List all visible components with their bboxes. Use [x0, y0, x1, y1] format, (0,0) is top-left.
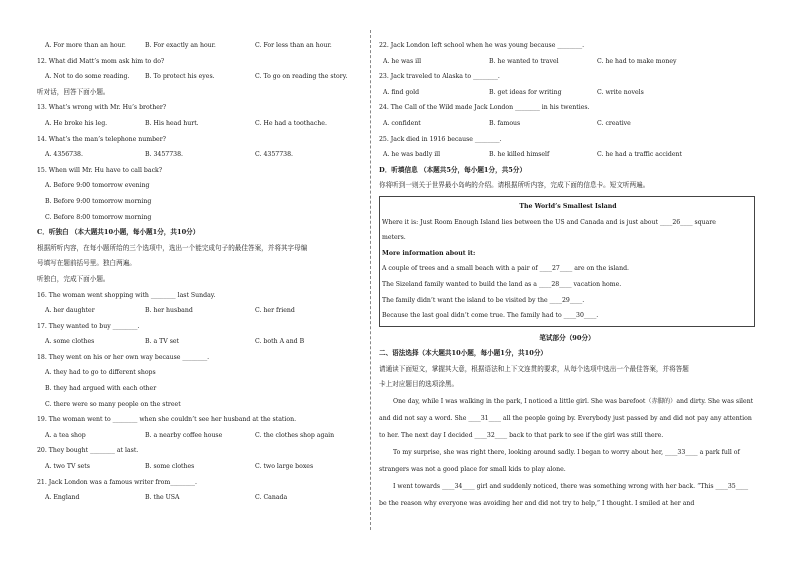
question-text: 13. What’s wrong with Mr. Hu’s brother?: [37, 104, 167, 112]
option-c: C. he had to make money: [597, 57, 677, 65]
answer-options-row: [379, 147, 755, 163]
info-card-line: Because the last goal didn’t come true. The family had to ____30____.: [382, 312, 599, 320]
answer-options-row: [37, 428, 357, 444]
answer-option: A. Before 9:00 tomorrow evening: [45, 182, 150, 190]
question-text: 25. Jack died in 1916 because ________.: [379, 135, 502, 143]
info-card-line: meters.: [382, 234, 406, 242]
question-text: 22. Jack London left school when he was young because ________.: [379, 42, 585, 49]
answer-option: C. Before 8:00 tomorrow morning: [45, 213, 152, 221]
option-b: B. To protect his eyes.: [145, 73, 215, 81]
option-b: B. a TV set: [145, 338, 180, 346]
question-text: 15. When will Mr. Hu have to call back?: [37, 166, 163, 174]
answer-option: C. there were so many people on the street: [45, 400, 181, 408]
option-a: A. For more than an hour.: [45, 42, 126, 49]
left-column: [37, 38, 357, 506]
question-text: 21. Jack London was a famous writer from________.: [37, 478, 197, 486]
listening-questions-22-25: [379, 38, 755, 194]
option-c: C. two large boxes: [255, 463, 314, 471]
option-b: B. famous: [489, 119, 521, 127]
section-heading: C．听独白 （本大题共10小题，每小题1分，共10分）: [37, 228, 200, 237]
info-card-line: Where it is: Just Room Enough Island lies between the US and Canada and is just about ____26____ square: [382, 218, 716, 226]
option-b: B. some clothes: [145, 463, 195, 471]
info-card-title: The World’s Smallest Island: [519, 202, 617, 210]
info-card-line: The Sizeland family wanted to build the land as a ____28____ vacation home.: [382, 280, 622, 288]
question-text: 14. What’s the man’s telephone number?: [37, 135, 166, 143]
answer-options-row: [37, 459, 357, 475]
question-text: 23. Jack traveled to Alaska to ________.: [379, 73, 500, 81]
option-a: A. 4356738.: [45, 151, 83, 159]
option-c: C. the clothes shop again: [255, 431, 335, 439]
answer-options-row: [379, 54, 755, 70]
instruction-text: 根据所听内容，在每小题所给的三个选项中，选出一个能完成句子的最佳答案，并将其字母编: [37, 243, 308, 252]
option-b: B. the USA: [145, 494, 180, 502]
question-text: 20. They bought ________ at last.: [37, 447, 139, 455]
question-text: 12. What did Matt’s mom ask him to do?: [37, 57, 165, 65]
info-card-line: A couple of trees and a small beach with a pair of ____27____ are on the island.: [382, 265, 629, 273]
question-text: 19. The woman went to ________ when she couldn’t see her husband at the station.: [37, 416, 297, 424]
instruction-text: 听对话，回答下面小题。: [37, 87, 110, 96]
option-b: B. get ideas for writing: [489, 88, 562, 96]
info-card-line: The family didn’t want the island to be visited by the ____29____.: [382, 296, 585, 304]
info-card-box: [379, 196, 755, 327]
option-c: C. both A and B: [255, 338, 305, 346]
instruction-text: 你将听到一则关于世界最小岛屿的介绍。请根据所听内容，完成下面的信息卡。短文听两遍。: [379, 181, 650, 190]
question-text: 16. The woman went shopping with ________ last Sunday.: [37, 291, 216, 299]
passage-paragraph: To my surprise, she was right there, looking around sadly. I began to worry about her, ____33____ a park full of strangers was not a good place for small kids to play alone.: [379, 449, 740, 474]
option-c: C. He had a toothache.: [255, 119, 327, 127]
option-c: C. Canada: [255, 494, 288, 502]
written-part-title: 笔试部分（90分）: [539, 333, 595, 342]
answer-options-row: [37, 490, 357, 506]
option-a: A. find gold: [383, 88, 420, 96]
answer-options-row: [37, 147, 357, 163]
option-c: C. creative: [597, 119, 631, 127]
passage-paragraph: I went towards ____34____ girl and suddenly noticed, there was something wrong with her back. “This ____35____ be the reason why everyone was avoiding her and did not try to help,” I thought. I smiled at her and: [379, 483, 749, 508]
question-text: 24. The Call of the Wild made Jack London ________ in his twenties.: [379, 104, 590, 112]
instruction-text: 卡上对应题目的选项涂黑。: [379, 380, 459, 389]
option-b: B. For exactly an hour.: [145, 42, 216, 49]
option-a: A. a tea shop: [45, 431, 86, 439]
option-b: B. a nearby coffee house: [145, 431, 223, 439]
option-a: A. he was badly ill: [383, 151, 441, 159]
answer-options-row: [379, 85, 755, 101]
section-heading: D．听填信息 （本题共5分，每小题1分，共5分）: [379, 165, 527, 174]
option-b: B. 3457738.: [145, 151, 184, 159]
answer-options-row: [37, 69, 357, 85]
option-a: A. her daughter: [45, 307, 95, 315]
column-divider: [370, 30, 371, 530]
option-b: B. he killed himself: [489, 151, 550, 159]
instruction-text: 号填写在题前括号里。独白两遍。: [37, 259, 136, 268]
answer-options-row: [37, 334, 357, 350]
grammar-section-heading: 二、语法选择（本大题共10小题，每小题1分，共10分）: [379, 349, 548, 358]
answer-options-row: [379, 116, 755, 132]
instruction-text: 听独白，完成下面小题。: [37, 274, 110, 283]
option-a: A. some clothes: [45, 338, 95, 346]
option-b: B. her husband: [145, 307, 193, 315]
option-c: C. For less than an hour.: [255, 42, 332, 49]
info-card-subheading: More information about it:: [382, 249, 476, 257]
option-c: C. he had a traffic accident: [597, 151, 682, 159]
question-text: 17. They wanted to buy ________.: [37, 322, 140, 330]
option-a: A. He broke his leg.: [45, 119, 108, 127]
option-a: A. he was ill: [383, 57, 422, 65]
passage-paragraph: One day, while I was walking in the park, I noticed a little girl. She was barefoot（赤脚的）and dirty. She was silent and did not say a word. She ____31____ all the people going by. Everybody just passed by and did not pay any attention to her. The next day I decided ____32____ back to that park to see if the girl was still there.: [379, 398, 754, 440]
option-a: A. two TV sets: [45, 463, 90, 471]
answer-option: A. they had to go to different shops: [45, 369, 156, 377]
option-c: C. To go on reading the story.: [255, 73, 348, 81]
option-c: C. write novels: [597, 88, 644, 96]
answer-option: B. Before 9:00 tomorrow morning: [45, 197, 152, 205]
option-a: A. England: [45, 494, 80, 502]
option-b: B. he wanted to travel: [489, 57, 559, 65]
option-a: A. Not to do some reading.: [45, 73, 130, 81]
option-c: C. her friend: [255, 307, 295, 315]
option-a: A. confident: [383, 119, 421, 127]
instruction-text: 请通读下面短文，掌握其大意，根据语法和上下文连贯的要求，从每个选项中选出一个最佳答案，并将答题: [379, 364, 689, 373]
answer-options-row: [37, 116, 357, 132]
option-c: C. 4357738.: [255, 151, 293, 159]
answer-options-row: [37, 303, 357, 319]
right-column: [379, 38, 755, 512]
answer-option: B. they had argued with each other: [45, 385, 157, 393]
question-text: 18. They went on his or her own way because ________.: [37, 353, 210, 361]
answer-options-row: [37, 38, 357, 54]
option-b: B. His head hurt.: [145, 119, 199, 127]
